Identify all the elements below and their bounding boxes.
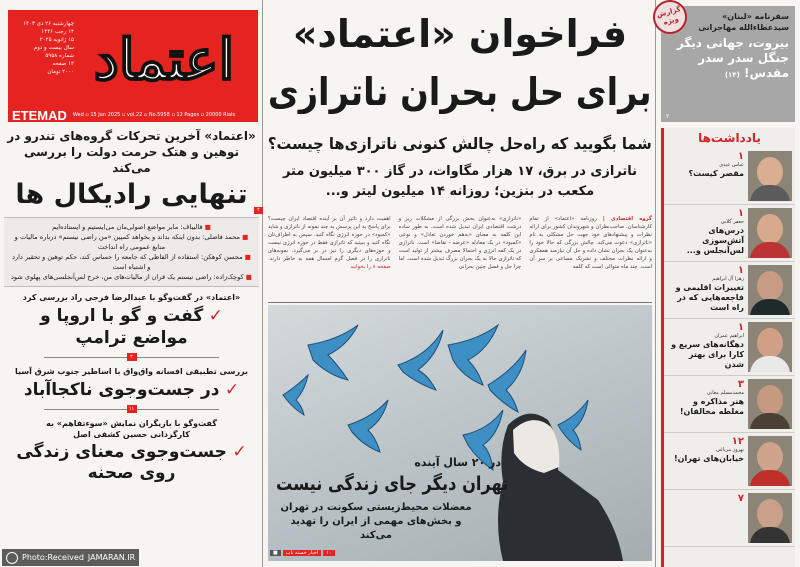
photo-kicker: در ۲۰ سال آینده [414,456,501,469]
author-photo [748,379,792,429]
note-item[interactable] [664,262,795,319]
bullet-list [4,217,259,287]
divider: ۱۱ [44,409,219,410]
note-title: دهگانه‌های سریع و کارا برای بهتر شدن [671,340,744,369]
note-title: تغییرات اقلیمی و فاجعه‌هایی که در راه است [675,283,744,312]
main-subhead: شما بگویید که راه‌حل چالش کنونی ناترازی‌ها چیست؟ [268,134,652,153]
note-item[interactable] [664,490,795,547]
left-stories [4,128,259,484]
kicker-theatre[interactable]: گفت‌وگو با بازیگران نمایش «سوءتفاهم» به کارگردانی حسین کشفی اصل [46,419,217,439]
note-title: درس‌های آتش‌سوزی لس‌آنجلس و... [686,226,744,255]
note-title: خیابان‌های تهران! [673,454,744,463]
headline-europe[interactable]: ✓ گفت و گو با اروپا و مواضع ترامپ [40,306,223,348]
latin-name: ETEMAD [12,107,67,122]
divider [268,302,652,303]
main-body [268,215,652,299]
body-column: اهمیت دارد و تاثیر آن بر آینده اقتصاد ایران چیست؟ برای پاسخ به این پرسش به چند نمونه از ناترازی و شاید «کمبود» در حوزه انرژی نگاه کنید. سپس به اطراف‌تان نگاه کنید و ببینید که ناترازی فقط در حوزه انرژی نیست و حوزه‌های دیگری را نیز در بر می‌گیرد. نمونه‌های ناترازی را در فصل گرم امسال همه به خاطر دارند. صفحه ۸ را بخوانید [268,216,391,270]
note-item[interactable] [664,433,795,490]
note-author: ابراهیم عمران [714,333,744,339]
main-deck: ناترازی در برق، ۱۷ هزار مگاوات، در گاز ۳۰۰ میلیون متر مکعب در بنزین؛ روزانه ۱۴ میلیون لیتر و... [282,164,638,199]
note-item[interactable] [664,376,795,433]
logo: اعتماد [93,27,235,93]
note-page: ۷ [737,493,744,504]
note-page: ۱ [737,265,744,276]
note-item[interactable] [664,205,795,262]
note-item[interactable] [664,148,795,205]
note-title: هنر مذاکره و مغلطه مخالفان! [679,397,744,416]
photo-deck: معضلات محیط‌زیستی سکونت در تهران و بخش‌های مهمی از ایران را تهدید می‌کند [280,502,472,541]
photo-tag: ■ اخبار خسته تاب ۱۰ [270,550,335,556]
headline-nowhere[interactable]: ✓ در جست‌وجوی ناکجاآباد [23,380,240,400]
note-page: ۱ [737,151,744,162]
kicker-nowhere[interactable]: بررسی تطبیقی افسانه واق‌واق با اساطیر جنوب شرق آسیا [14,367,249,376]
body-column: «ناترازی» به‌عنوان بخش بزرگی از مشکلات ریز و درشت اقتصادی ایران تبدیل شده است. به طور ساده این کلمه به معنای «به‌هم خوردن تعادل» و نوعی «کمبود» در یک معادله «عرضه - تقاضا» است. ناترازی در یک کفه انرژی و احتمالا مصرف بیشتر از تولید است که ناترازی حالا به یک بحران بزرگ تبدیل شده است. اما چرا حل و فصل چنین بحرانی [398,216,522,270]
main-column [264,0,656,567]
author-photo [748,151,792,201]
note-author: محمدمسلم مغانی [706,390,744,396]
notes-panel [661,128,795,567]
camera-icon: ■ [270,550,281,556]
checkmark-icon: ✓ [226,442,247,462]
bullet-item: ■ محمد فاضلی: بدون اینکه بداند و بخواهد کمپین «من راضی نیستم» درباره مالیات و منابع عمومی را‌ه انداخت [14,233,249,251]
special-report-stamp: گزارش ویژه [649,0,691,38]
main-photo[interactable] [268,305,652,561]
main-headline-line1[interactable]: فراخوان «اعتماد» [292,12,628,56]
bullet-item: ■ کوچک‌زاده: راضی نیستم یک قران از مالیات‌های من، خرج لس‌آنجلسی‌های پهلوی شود [10,273,253,281]
author-photo [748,208,792,258]
bullet-item: ■ قالیباف: مابر مواضع اصولی‌مان می‌ایستیم و ایستاده‌ایم [52,223,211,231]
headline-theatre[interactable]: ✓ جست‌وجوی معنای زندگی روی صحنه [16,442,247,483]
note-author: بهروز مرباغی [715,447,744,453]
photo-title[interactable]: تهران دیگر جای زندگی نیست [275,473,508,495]
jamaran-logo-icon [6,552,18,564]
note-page: ۱ [737,322,744,333]
divider: ۲ [44,357,219,358]
notes-title: یادداشت‌ها [698,131,761,145]
issue-meta: چهارشنبه ۲۶ دی ۱۴۰۳ ۱۴ رجب ۱۴۴۶ ۱۵ ژانویه ۲۰۲۵ سال بیست و دوم شماره ۵۹۵۸ ۱۲ صفحه ۲۰۰۰ تومان [23,21,74,75]
author-photo [748,265,792,315]
body-column: گروه اقتصادی | روزنامه «اعتماد» از تمام کارشناسان، صاحب‌نظران و شهروندان کشور برای ارائه نظرات و پیشنهادهای خود جهت حل مشکلی به نام «ناترازی» دعوت می‌کند. چالش بزرگی که حالا خود را به‌عنوان یک بحران نشان داده و حل آن نیازمند همفکری و ارائه نظرات مختلف و تشریک مساعی بر سر آن است. چند ماه متوالی است که کلمه [529,216,652,270]
page-badge: ۲ [254,207,263,214]
note-page: ۱ [737,208,744,219]
main-headline-line2[interactable]: برای حل بحران ناترازی [268,70,652,114]
bullet-item: ■ محسن کوهکن: استفاده از الفاظی که جامعه را حساس کند، حکم توهین و تحقیر دارد و اشتباه است [11,253,251,271]
note-author: زهرا آل ابراهیم [712,276,744,282]
note-item[interactable] [664,319,795,376]
watermark: Photo:Received JAMARAN.IR [2,549,139,566]
travelogue-title: بیروت، جهانی دیگر جنگل سدر سدر مقدس! (۱۴) [676,36,789,80]
issue-info: Wed ▫ 15 Jan 2025 ▫ vol.22 ▫ No.5958 ▫ 12 Pages ▫ 20000 Rials [72,112,236,118]
headline-radicals[interactable]: تنهایی رادیکال ها [15,179,248,210]
author-photo [748,322,792,372]
note-title: مقصر کیست؟ [688,169,744,178]
kicker-radicals[interactable]: «اعتماد» آخرین تحرکات گروه‌های تندرو در توهین و هتک حرمت دولت را بررسی می‌کند [7,129,256,175]
kicker-europe[interactable]: «اعتماد» در گفت‌وگو با عبدالرضا فرجی راد بررسی کرد [22,293,241,302]
right-column [657,0,800,567]
checkmark-icon: ✓ [219,380,240,400]
author-photo [748,436,792,486]
checkmark-icon: ✓ [203,306,223,326]
travelogue-box[interactable]: سفرنامه «لبنان» سیدعطاءالله مهاجرانی بیروت، جهانی دیگر جنگل سدر سدر مقدس! (۱۴) ۲ [661,6,795,122]
note-author: جعفر گلابی [720,219,744,225]
note-author: عباس عبدی [719,162,744,168]
continue-link[interactable]: صفحه ۸ را بخوانید [350,264,391,270]
note-page: ۳ [737,379,744,390]
note-page: ۱۲ [731,436,744,447]
author-photo [748,493,792,543]
